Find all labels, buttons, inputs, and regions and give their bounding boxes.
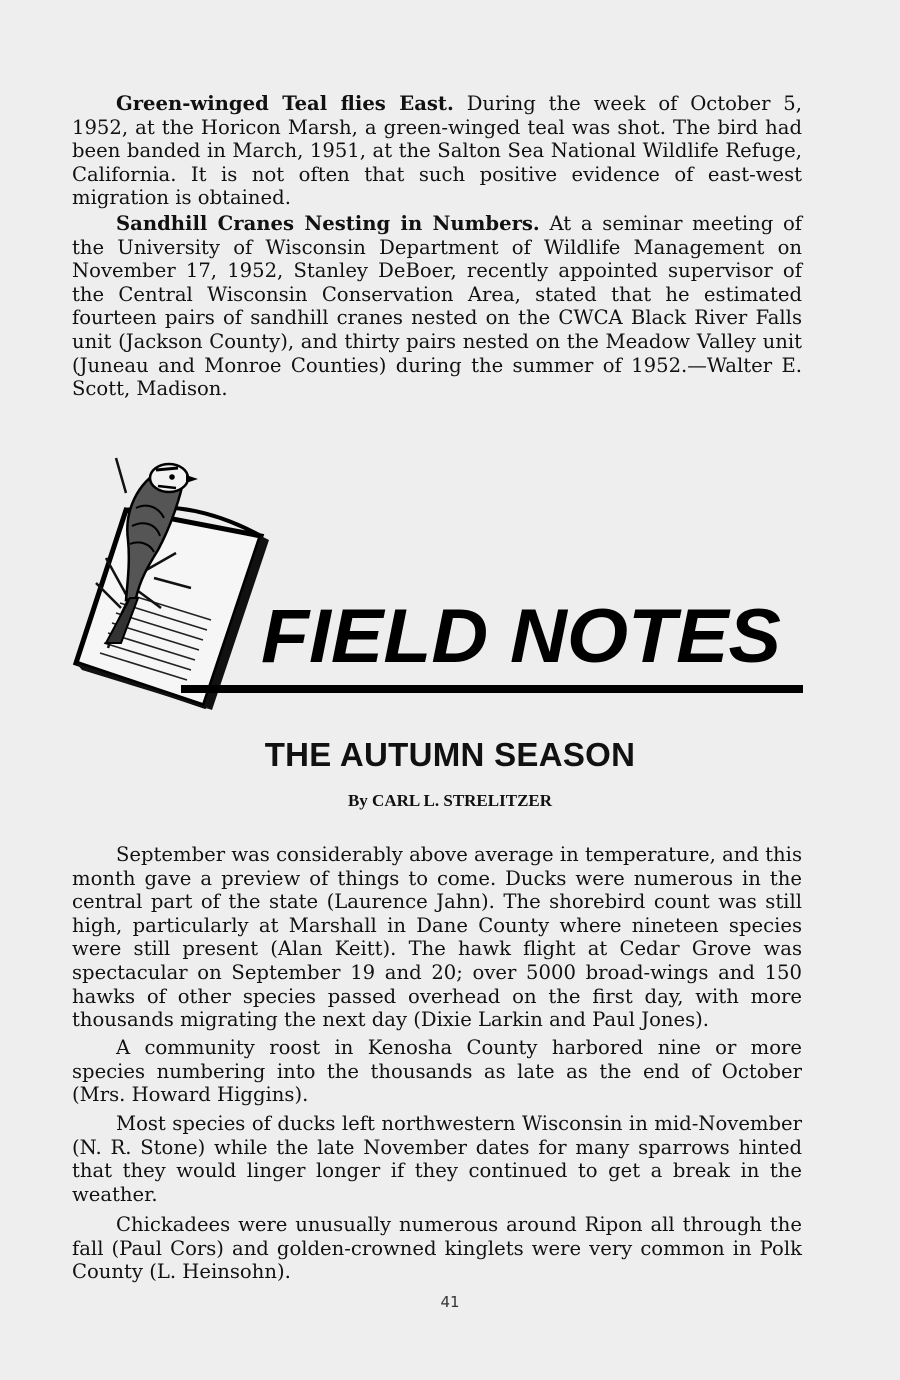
article-paragraph: A community roost in Kenosha County harbored nine or more species numbering into the thousands as late as the end of October (Mrs. Howard Higgins).: [72, 1036, 802, 1107]
article-byline: By CARL L. STRELITZER: [347, 791, 553, 810]
field-note-heading: Sandhill Cranes Nesting in Numbers.: [116, 212, 540, 235]
article-title: THE AUTUMN SEASON: [264, 736, 636, 773]
field-note-heading: Green-winged Teal flies East.: [116, 92, 454, 115]
article-paragraph: Chickadees were unusually numerous around Ripon all through the fall (Paul Cors) and golden-crowned kinglets were very common in Polk County (L. Heinsohn).: [72, 1213, 802, 1284]
field-note-cranes: [72, 212, 802, 401]
article-paragraph: September was considerably above average in temperature, and this month gave a preview of things to come. Ducks were numerous in the central part of the state (Laurence Jahn). The shorebird count was still high, particularly at Marshall in Dane County where nineteen species were still present (Alan Keitt). The hawk flight at Cedar Grove was spectacular on September 19 and 20; over 5000 broad-wings and 150 hawks of other species passed overhead on the first day, with more thousands migrating the next day (Dixie Larkin and Paul Jones).: [72, 843, 802, 1032]
field-note-body: At a seminar meeting of the University of Wisconsin Department of Wildlife Management on November 17, 1952, Stanley DeBoer, recently appointed supervisor of the Central Wisconsin Conservation Area, stated that he estimated fourteen pairs of sandhill cranes nested on the CWCA Black River Falls unit (Jackson County), and thirty pairs nested on the Meadow Valley unit (Juneau and Monroe Counties) during the summer of 1952.—Walter E. Scott, Madison.: [72, 212, 803, 401]
field-note-teal: [72, 92, 802, 210]
page-number: 41: [440, 1293, 460, 1311]
banner-title-text: FIELD NOTES: [261, 594, 781, 679]
banner-title: [261, 594, 781, 679]
field-note-body: During the week of October 5, 1952, at the Horicon Marsh, a green-winged teal was shot. The bird had been banded in March, 1951, at the Salton Sea National Wildlife Refuge, California. It is not often that such positive evidence of east-west migration is obtained.: [72, 92, 802, 210]
article-paragraph: Most species of ducks left northwestern Wisconsin in mid-November (N. R. Stone) while the late November dates for many sparrows hinted that they would linger longer if they continued to get a break in the weather.: [72, 1112, 802, 1206]
field-notes-banner: [66, 448, 806, 713]
banner-rule: [181, 685, 803, 693]
